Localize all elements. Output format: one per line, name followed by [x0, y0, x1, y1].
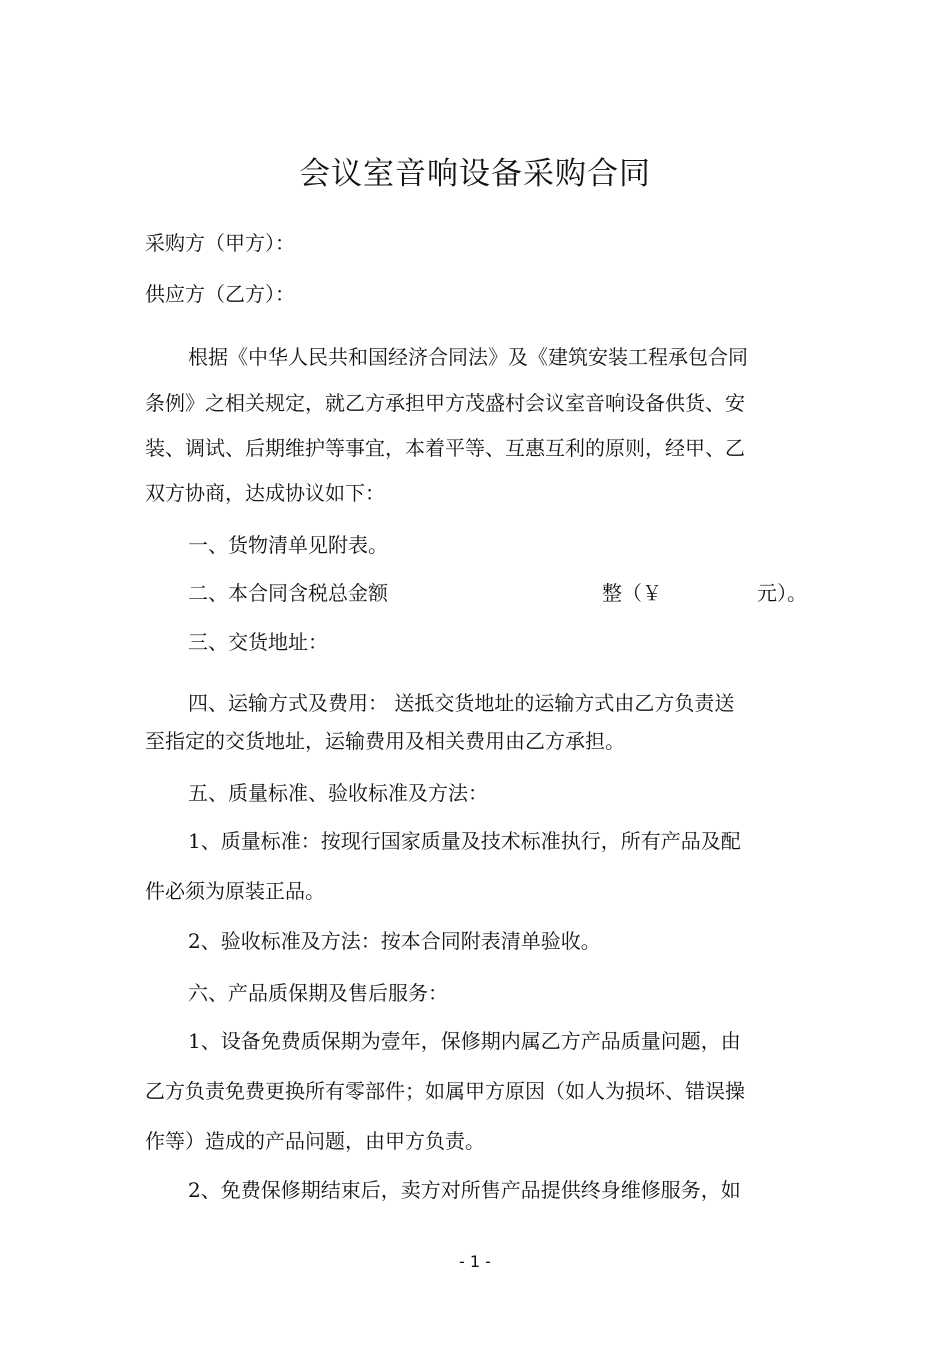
- clause-5-heading: 五、质量标准、验收标准及方法：: [188, 781, 488, 805]
- clause-5-item-1-line-2: 件必须为原装正品。: [145, 879, 325, 903]
- clause-6-item-1-line-3: 作等）造成的产品问题，由甲方负责。: [145, 1129, 485, 1153]
- page-number: - 1 -: [459, 1252, 491, 1271]
- intro-line-3: 装、调试、后期维护等事宜，本着平等、互惠互利的原则，经甲、乙: [145, 436, 745, 460]
- intro-line-4: 双方协商，达成协议如下：: [145, 481, 385, 505]
- clause-2-amount-mid: 整（￥: [602, 581, 662, 605]
- intro-line-1: 根据《中华人民共和国经济合同法》及《建筑安装工程承包合同: [188, 345, 748, 369]
- supplier-label: 供应方（乙方）：: [145, 282, 295, 306]
- clause-6-item-1-line-1: 1、设备免费质保期为壹年，保修期内属乙方产品质量问题，由: [188, 1029, 741, 1053]
- clause-6-item-2-line-1: 2、免费保修期结束后，卖方对所售产品提供终身维修服务，如: [188, 1178, 741, 1202]
- clause-6-heading: 六、产品质保期及售后服务：: [188, 981, 448, 1005]
- clause-2-amount-suffix: 元）。: [757, 581, 807, 605]
- buyer-label: 采购方（甲方）：: [145, 231, 295, 255]
- clause-3: 三、交货地址：: [188, 630, 328, 654]
- clause-2-prefix: 二、本合同含税总金额: [188, 581, 388, 605]
- clause-4-line-1: 四、运输方式及费用： 送抵交货地址的运输方式由乙方负责送: [188, 691, 735, 715]
- document-title: 会议室音响设备采购合同: [299, 156, 651, 192]
- clause-5-item-2: 2、验收标准及方法：按本合同附表清单验收。: [188, 929, 601, 953]
- clause-1: 一、货物清单见附表。: [188, 533, 388, 557]
- clause-6-item-1-line-2: 乙方负责免费更换所有零部件；如属甲方原因（如人为损坏、错误操: [145, 1079, 745, 1103]
- clause-4-line-2: 至指定的交货地址，运输费用及相关费用由乙方承担。: [145, 729, 625, 753]
- clause-5-item-1-line-1: 1、质量标准：按现行国家质量及技术标准执行，所有产品及配: [188, 829, 741, 853]
- intro-line-2: 条例》之相关规定，就乙方承担甲方茂盛村会议室音响设备供货、安: [145, 391, 745, 415]
